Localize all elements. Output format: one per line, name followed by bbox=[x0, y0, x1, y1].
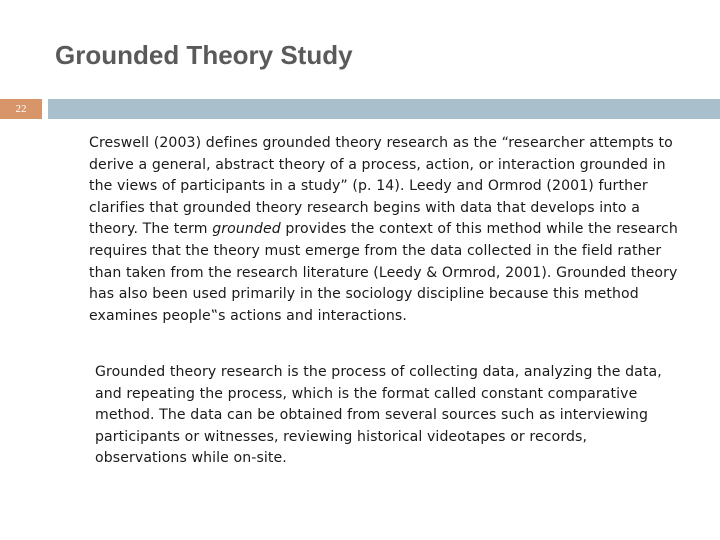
title-band bbox=[48, 99, 720, 119]
paragraph-1-emphasis: grounded bbox=[212, 221, 281, 238]
paragraph-1 bbox=[89, 133, 681, 327]
slide-number: 22 bbox=[0, 99, 42, 119]
paragraph-2: Grounded theory research is the process of collecting data, analyzing the data, and repeating the process, which is the format called constant comparative method. The data can be obtained from several sources such as interviewing participants or witnesses, reviewing historical videotapes or records, observations while on-site. bbox=[95, 364, 662, 467]
slide-title: Grounded Theory Study bbox=[55, 40, 353, 70]
paragraph-1-text-start: Creswell (2003) defines grounded theory research as the “researcher attempts to derive a general, abstract theory of a process, action, or interaction grounded in the views of participants in a study” (p. 14). Leedy and Ormrod (2001) further clarifies that grounded theory research begins with data that develops into a theory. The term bbox=[89, 135, 673, 238]
paragraph-1-text-end: provides the context of this method while the research requires that the theory must emerge from the data collected in the field rather than taken from the research literature (Leedy & Ormrod, 2001). Grounded theory has also been used primarily in the sociology discipline because this method examines people‟s actions and interactions. bbox=[89, 221, 678, 324]
